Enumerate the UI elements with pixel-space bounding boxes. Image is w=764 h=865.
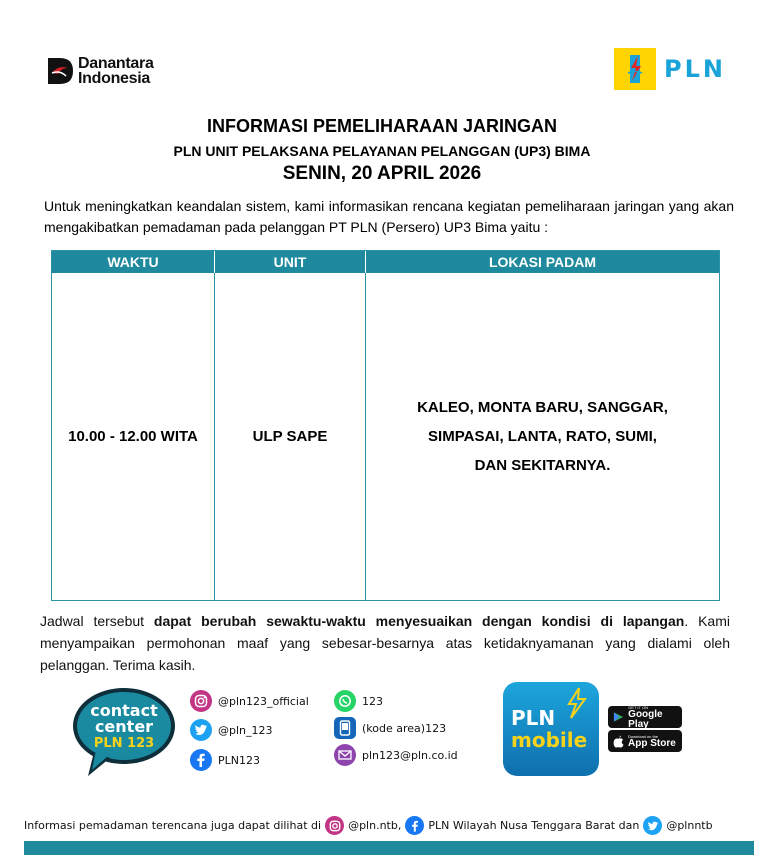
app-store-text: App Store [628, 737, 676, 749]
note-paragraph [40, 610, 730, 676]
contact-email[interactable] [334, 744, 458, 766]
instagram-icon [325, 816, 344, 835]
contact-phone[interactable] [334, 717, 446, 739]
google-play-small-text: GET IT ON [628, 704, 649, 710]
table-row [52, 273, 719, 600]
facebook-icon [190, 749, 212, 771]
instagram-icon [190, 690, 212, 712]
bolt-icon [561, 686, 591, 720]
app-store-button[interactable] [608, 730, 682, 752]
cell-unit: ULP SAPE [215, 273, 366, 600]
email-icon [334, 744, 356, 766]
table-header-row [52, 251, 719, 273]
app-store-small-text: Download on the [628, 733, 659, 739]
header-unit: UNIT [215, 251, 366, 273]
footer-text: Informasi pemadaman terencana juga dapat dilihat di [24, 819, 322, 832]
instagram-handle: @pln123_official [218, 694, 309, 708]
twitter-icon [643, 816, 662, 835]
whatsapp-icon [334, 690, 356, 712]
google-play-icon [613, 711, 624, 723]
phone-number: (kode area)123 [362, 721, 447, 735]
app-name-line2: mobile [511, 728, 588, 752]
pln-logo [614, 48, 726, 90]
header-lokasi: LOKASI PADAM [488, 254, 597, 270]
email-address: pln123@pln.co.id [362, 748, 458, 762]
contact-twitter[interactable] [190, 719, 273, 741]
page-subtitle: PLN UNIT PELAKSANA PELAYANAN PELANGGAN (UP3) BIMA [173, 143, 591, 159]
badge-line3: PLN 123 [93, 736, 155, 751]
contact-facebook[interactable] [190, 749, 260, 771]
contact-instagram[interactable] [190, 690, 309, 712]
schedule-table [51, 250, 720, 601]
badge-line1: contact [90, 701, 158, 720]
danantara-line2: Indonesia [78, 70, 150, 87]
footer-info [24, 816, 713, 835]
cell-waktu: 10.00 - 12.00 WITA [52, 273, 215, 600]
footer-instagram-handle[interactable]: @pln.ntb, [348, 819, 402, 832]
twitter-icon [190, 719, 212, 741]
facebook-handle: PLN123 [218, 753, 260, 767]
phone-icon [334, 717, 356, 739]
contact-center-badge [72, 686, 176, 778]
footer-facebook-handle[interactable]: PLN Wilayah Nusa Tenggara Barat dan [428, 819, 640, 832]
header-waktu: WAKTU [52, 251, 215, 273]
page-title: INFORMASI PEMELIHARAAN JARINGAN [206, 116, 557, 136]
contact-whatsapp[interactable] [334, 690, 383, 712]
google-play-text: Google Play [628, 708, 663, 730]
note-bold-text: dapat berubah sewaktu-waktu menyesuaikan dengan kondisi di lapangan [153, 613, 685, 629]
badge-line2: center [94, 717, 154, 736]
google-play-button[interactable] [608, 706, 682, 728]
footer-bar [24, 841, 754, 855]
footer-twitter-handle[interactable]: @plnntb [666, 819, 713, 832]
note-text-1: Jadwal tersebut [40, 613, 154, 629]
lightning-icon [622, 53, 648, 85]
pln-mobile-app-icon[interactable] [503, 682, 599, 776]
app-name-line1: PLN [511, 706, 556, 730]
cell-lokasi: KALEO, MONTA BARU, SANGGAR, SIMPASAI, LANTA, RATO, SUMI, DAN SEKITARNYA. [417, 399, 668, 474]
intro-paragraph: Untuk meningkatkan keandalan sistem, kami informasikan rencana kegiatan pemeliharaan jaringan yang akan mengakibatkan pemadaman pada pelanggan PT PLN (Persero) UP3 Bima yaitu : [44, 198, 734, 235]
twitter-handle: @pln_123 [218, 723, 273, 737]
danantara-wordmark [78, 56, 154, 86]
danantara-mark-icon [46, 56, 74, 86]
apple-icon [613, 735, 624, 748]
danantara-line1: Danantara [78, 55, 154, 72]
note-text-2: . Kami menyampaikan permohonan maaf yang sebesar-besarnya atas ketidaknyamanan yang dialami oleh pelanggan. Terima kasih. [40, 613, 730, 673]
page-date: SENIN, 20 APRIL 2026 [282, 163, 482, 184]
whatsapp-number: 123 [362, 694, 383, 708]
pln-emblem [614, 48, 656, 90]
pln-wordmark: PLN [664, 55, 726, 83]
facebook-icon [405, 816, 424, 835]
danantara-logo [46, 56, 154, 86]
